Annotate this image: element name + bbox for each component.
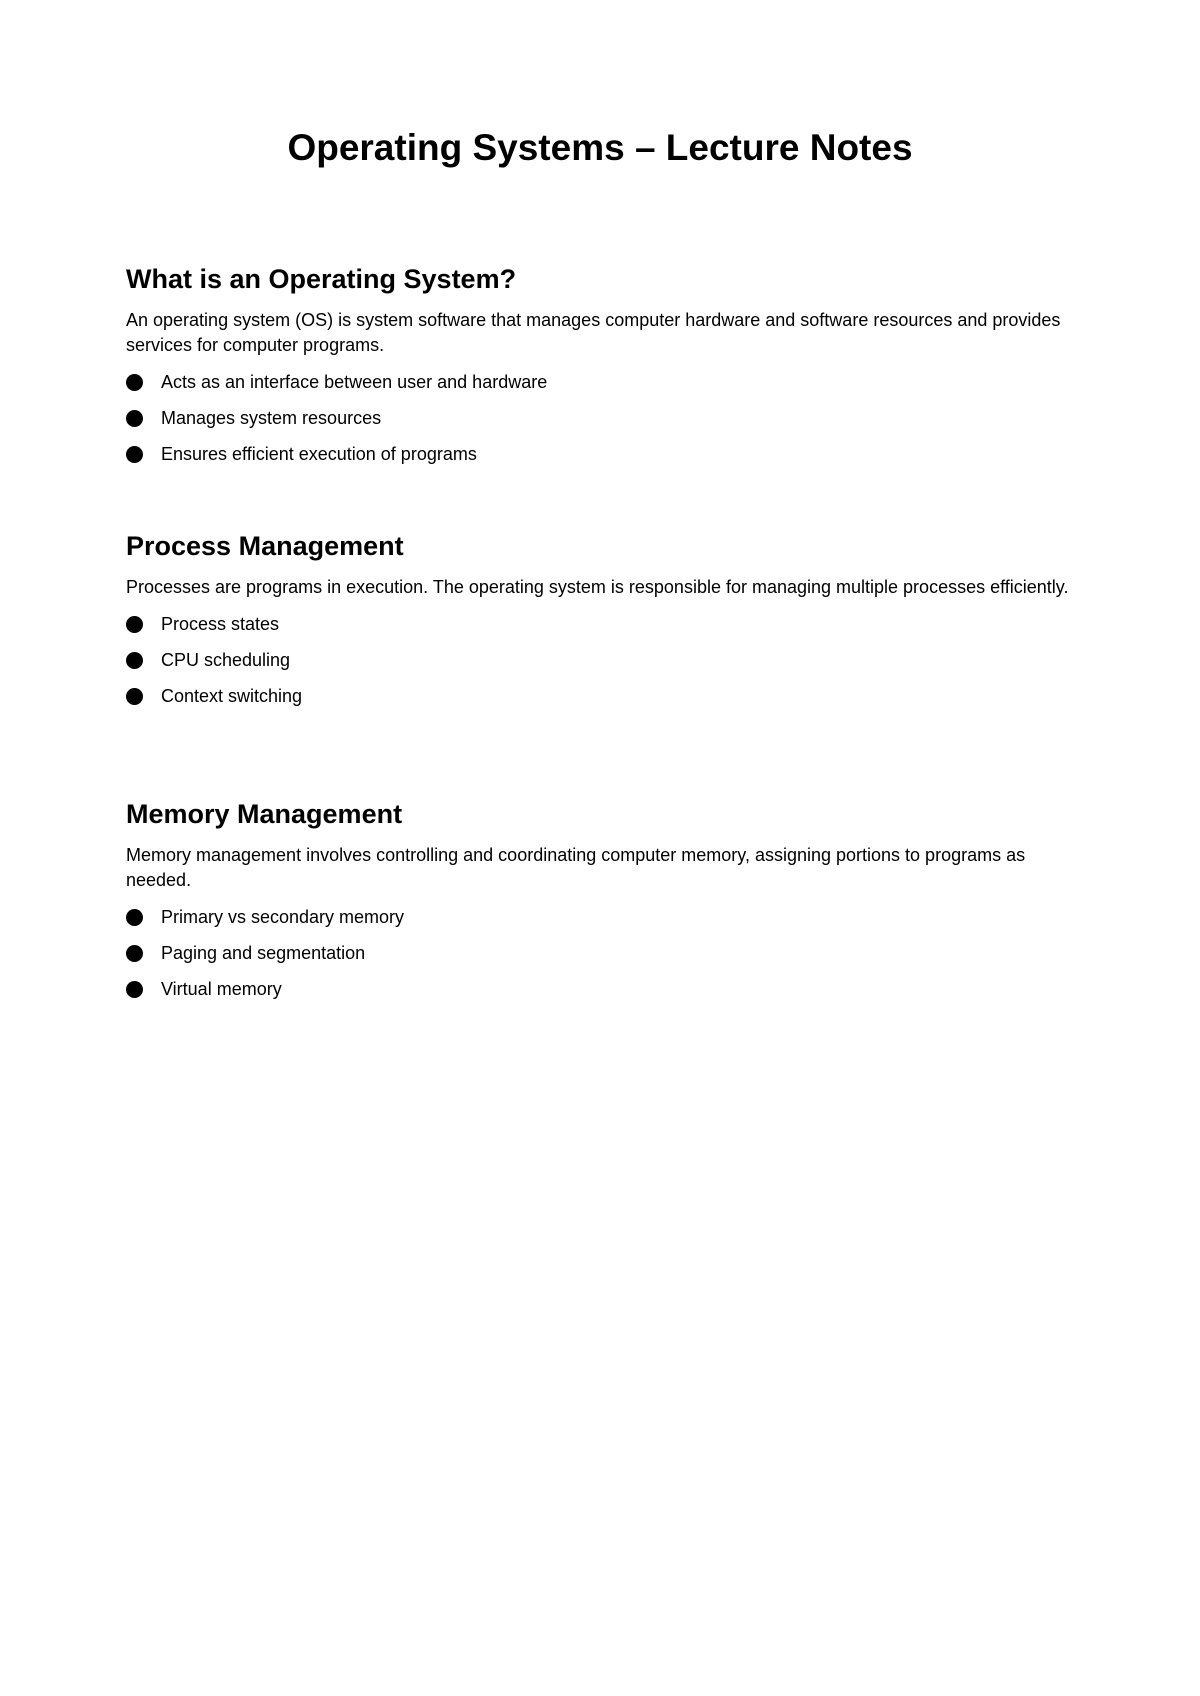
list-item: [126, 899, 1076, 935]
section-heading: Process Management: [126, 531, 404, 561]
list-item-text: CPU scheduling: [161, 649, 291, 670]
list-item: [126, 436, 1076, 472]
section-memory-management: [126, 797, 1076, 1007]
section-paragraph: Processes are programs in execution. The operating system is responsible for managing multiple processes efficiently.: [126, 577, 1069, 597]
section-heading: What is an Operating System?: [126, 264, 517, 294]
bullet-icon: [126, 616, 143, 633]
list-item: [126, 642, 1076, 678]
list-item-text: Process states: [161, 613, 280, 634]
bullet-list: [126, 899, 1076, 1007]
list-item-text: Manages system resources: [161, 407, 382, 428]
bullet-list: [126, 606, 1076, 714]
bullet-icon: [126, 652, 143, 669]
document-title: Operating Systems – Lecture Notes: [287, 127, 913, 168]
list-item: [126, 935, 1076, 971]
section-paragraph: Memory management involves controlling and coordinating computer memory, assigning portions to programs as needed.: [126, 845, 1026, 890]
section-heading: Memory Management: [126, 799, 403, 829]
bullet-icon: [126, 410, 143, 427]
list-item: [126, 971, 1076, 1007]
bullet-icon: [126, 945, 143, 962]
list-item: [126, 400, 1076, 436]
bullet-icon: [126, 909, 143, 926]
list-item-text: Acts as an interface between user and hardware: [161, 371, 548, 392]
bullet-icon: [126, 446, 143, 463]
bullet-list: [126, 364, 1076, 472]
list-item-text: Primary vs secondary memory: [161, 906, 405, 927]
list-item-text: Ensures efficient execution of programs: [161, 443, 477, 464]
list-item-text: Context switching: [161, 685, 303, 706]
list-item: [126, 678, 1076, 714]
list-item: [126, 364, 1076, 400]
list-item-text: Virtual memory: [161, 978, 282, 999]
bullet-icon: [126, 374, 143, 391]
section-paragraph: An operating system (OS) is system software that manages computer hardware and software resources and provides services for computer programs.: [126, 310, 1061, 355]
section-process-management: [126, 529, 1076, 714]
section-what-is-os: [126, 262, 1076, 472]
list-item: [126, 606, 1076, 642]
list-item-text: Paging and segmentation: [161, 942, 366, 963]
bullet-icon: [126, 688, 143, 705]
bullet-icon: [126, 981, 143, 998]
